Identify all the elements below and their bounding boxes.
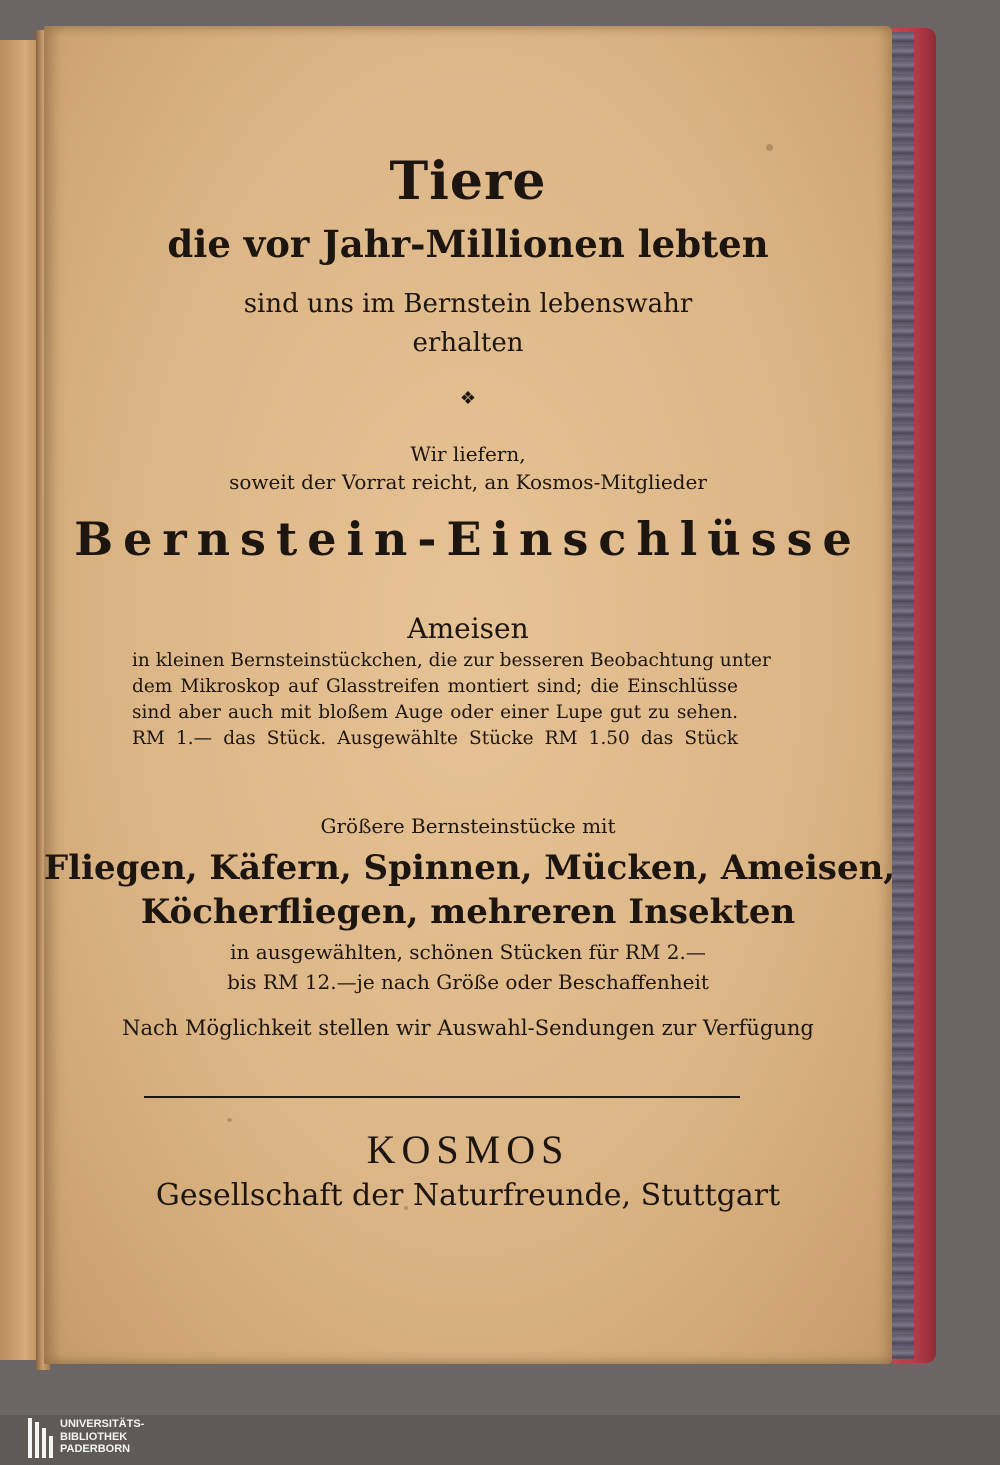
page-subtitle: die vor Jahr-Millionen lebten bbox=[167, 222, 769, 266]
intro-line: Größere Bernsteinstücke mit bbox=[320, 814, 616, 838]
publisher-name: KOSMOS bbox=[366, 1127, 570, 1172]
section-heading: Ameisen bbox=[407, 612, 529, 645]
scanned-page bbox=[44, 26, 896, 1364]
body-line: sind aber auch mit bloßem Auge oder einer Lupe gut zu sehen. bbox=[132, 702, 738, 723]
insect-list-line: Fliegen, Käfern, Spinnen, Mücken, Ameisen, bbox=[44, 848, 896, 888]
library-logo-line: BIBLIOTHEK bbox=[60, 1430, 128, 1443]
intro-line: soweit der Vorrat reicht, an Kosmos-Mitglieder bbox=[229, 470, 707, 494]
body-line: in kleinen Bernsteinstückchen, die zur besseren Beobachtung unter bbox=[132, 650, 771, 671]
subtitle-line: erhalten bbox=[412, 328, 524, 358]
body-line: RM 1.— das Stück. Ausgewählte Stücke RM 1.50 das Stück bbox=[132, 728, 738, 749]
price-line: bis RM 12.—je nach Größe oder Beschaffenheit bbox=[227, 970, 709, 994]
publisher-subtitle: Gesellschaft der Naturfreunde, Stuttgart bbox=[155, 1178, 781, 1213]
price-line: in ausgewählten, schönen Stücken für RM 2.— bbox=[230, 940, 706, 964]
paper-spot bbox=[766, 144, 773, 151]
library-logo-line: UNIVERSITÄTS- bbox=[60, 1418, 145, 1430]
intro-line: Wir liefern, bbox=[410, 442, 526, 466]
library-logo-line: PADERBORN bbox=[60, 1443, 131, 1455]
library-logo-text bbox=[60, 1418, 144, 1456]
selection-note: Nach Möglichkeit stellen wir Auswahl-Sendungen zur Verfügung bbox=[122, 1016, 814, 1040]
paper-spot bbox=[227, 1118, 232, 1122]
ornament-icon: ❖ bbox=[459, 388, 477, 409]
library-footer bbox=[0, 1415, 1000, 1465]
library-logo-icon bbox=[28, 1418, 54, 1458]
insect-list-line: Köcherfliegen, mehreren Insekten bbox=[140, 892, 796, 932]
body-line: dem Mikroskop auf Glasstreifen montiert sind; die Einschlüsse bbox=[132, 676, 738, 697]
horizontal-rule bbox=[144, 1096, 740, 1098]
subtitle-line: sind uns im Bernstein lebenswahr bbox=[243, 289, 693, 319]
page-title: Tiere bbox=[389, 151, 547, 212]
headline: Bernstein-Einschlüsse bbox=[74, 512, 862, 566]
